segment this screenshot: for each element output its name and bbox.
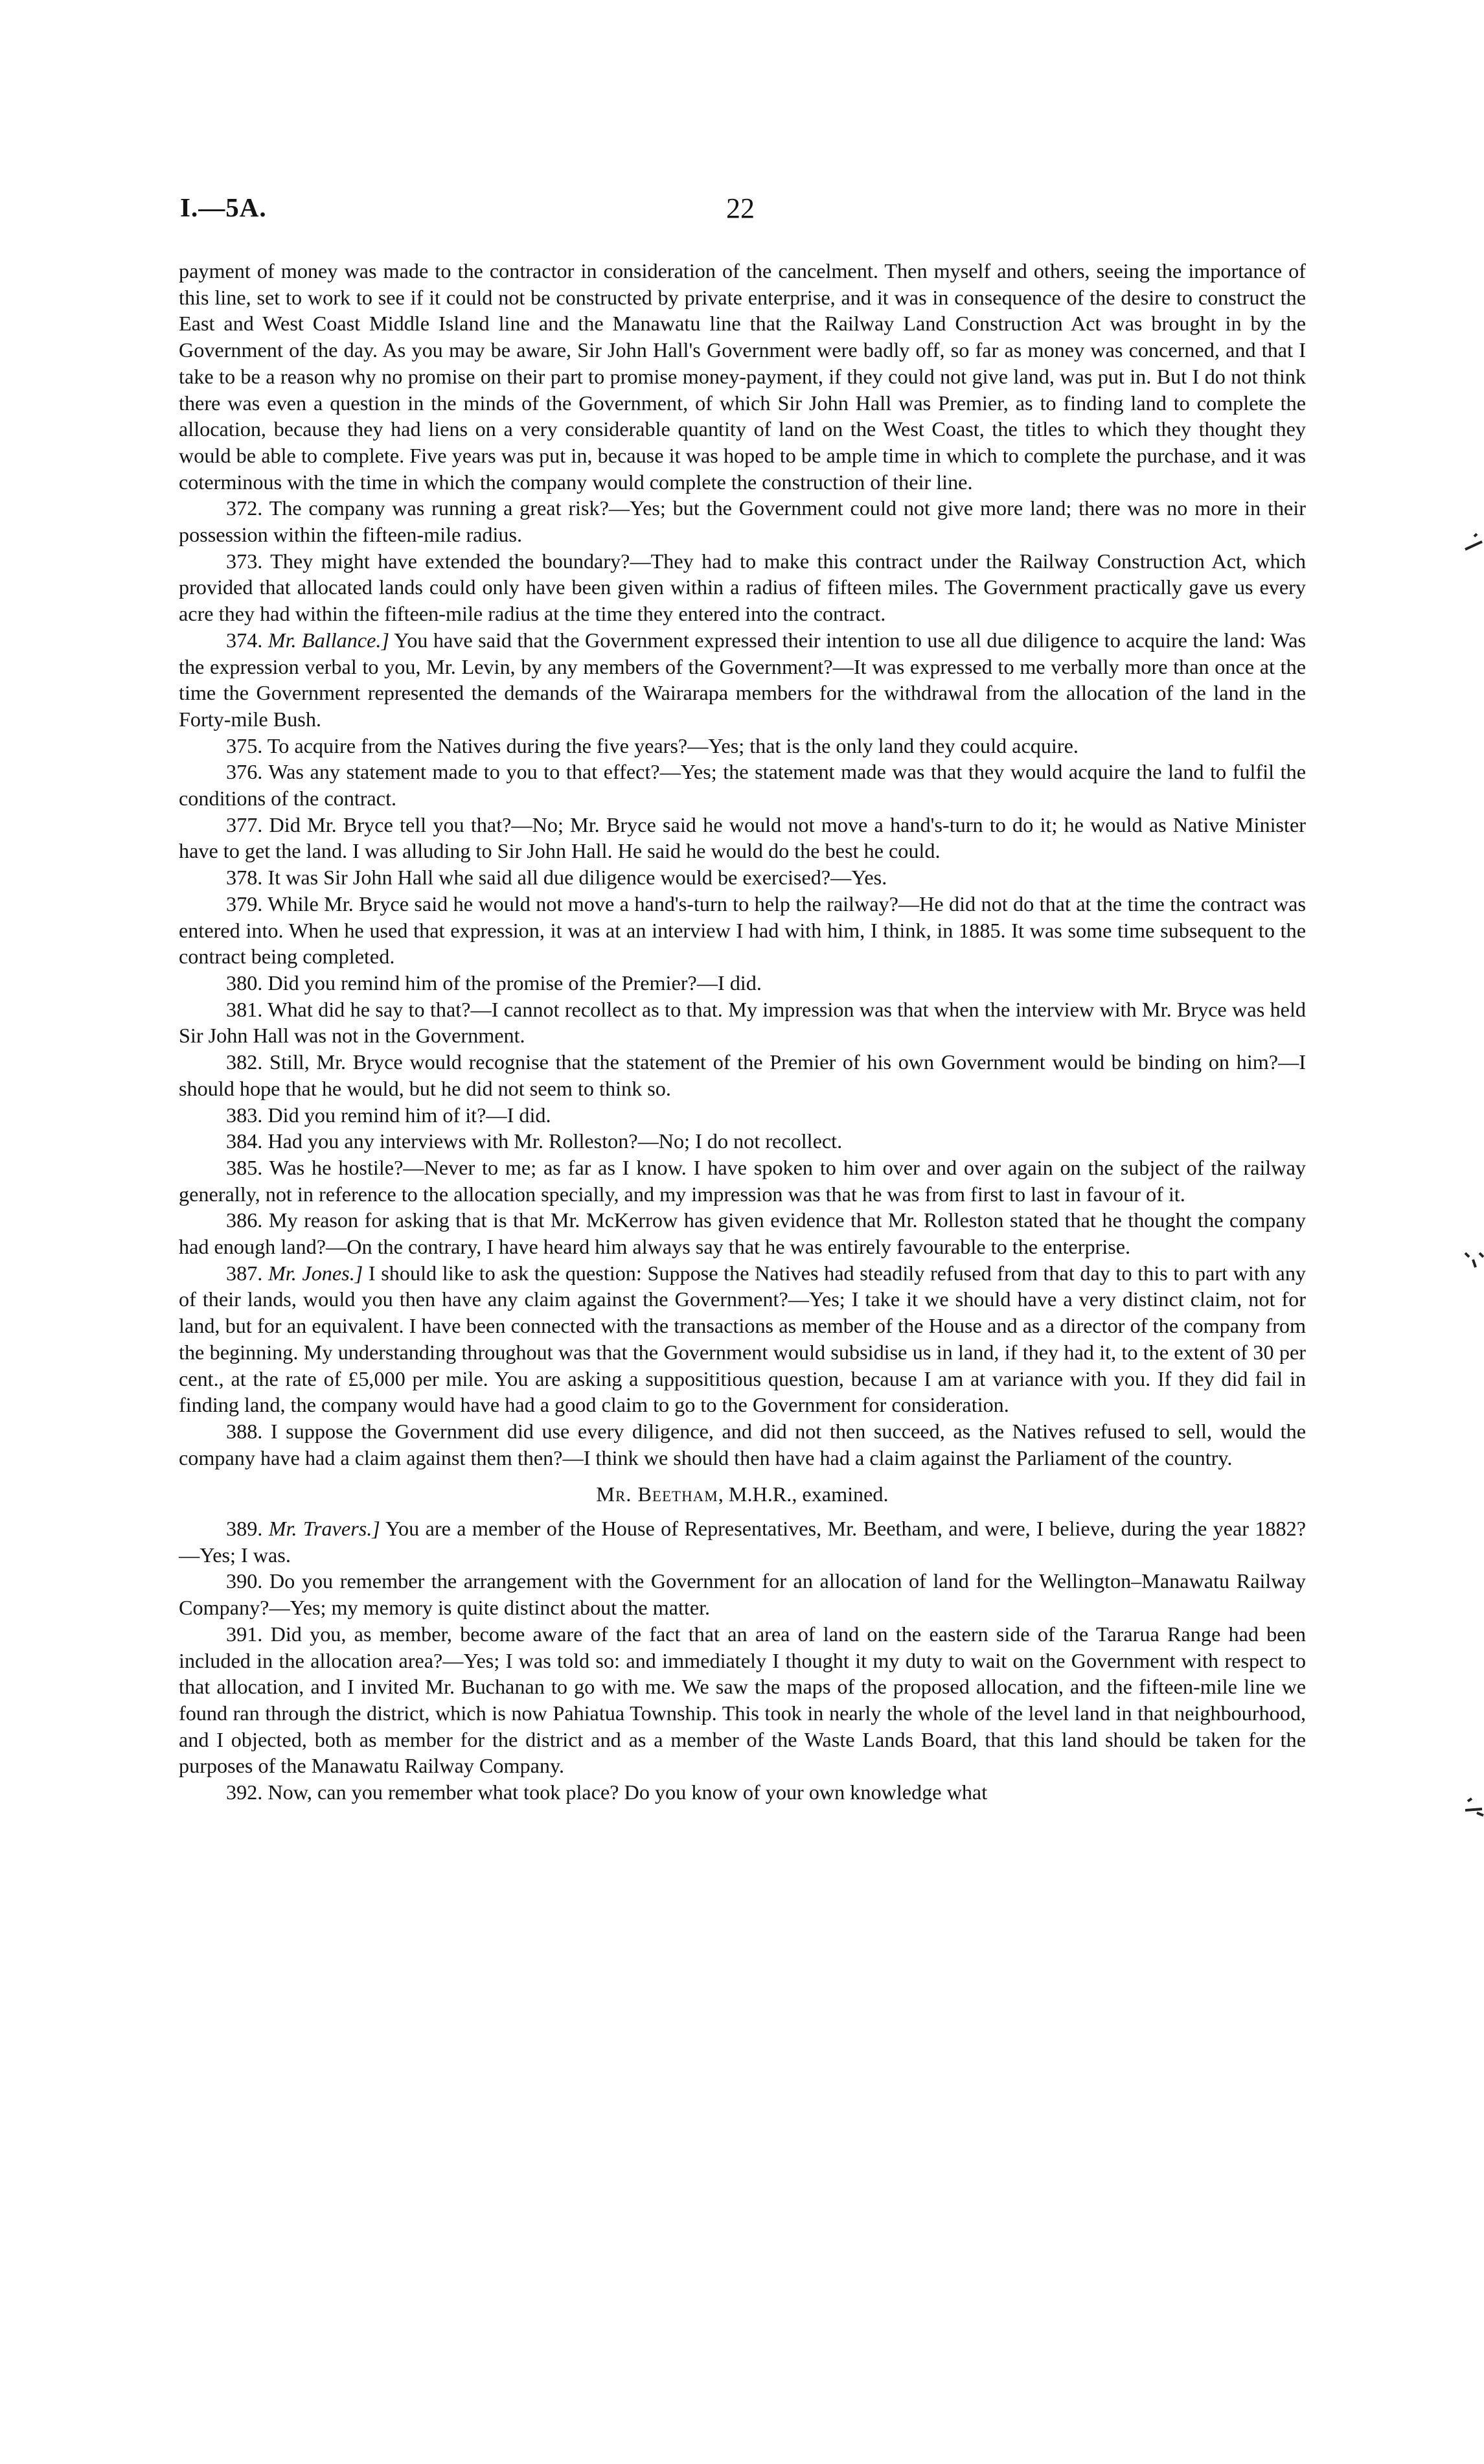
- margin-mark-icon: [1463, 1249, 1484, 1271]
- question-379: 379. While Mr. Bryce said he would not move a hand's-turn to help the railway?—He did not do that at the time the contract was entered into. When he used that expression, it was at an interview I had with him, I think, in 1885. It was some time subsequent to the contract being completed.: [179, 892, 1306, 969]
- question-392: 392. Now, can you remember what took place? Do you know of your own knowledge what: [226, 1780, 988, 1804]
- question-380: 380. Did you remind him of the promise of the Premier?—I did.: [226, 971, 762, 995]
- witness-title: , M.H.R., examined.: [718, 1482, 889, 1506]
- question-373: 373. They might have extended the boundary?—They had to make this contract under the Railway Construction Act, which provided that allocated lands could only have been given within a radius of fifteen miles. The Government practically gave us every acre they had within the fifteen-mile radius at the time they entered into the contract.: [179, 549, 1306, 626]
- speaker-label: Mr. Travers.]: [268, 1517, 380, 1541]
- question-lead: You have said that the Government expressed their intention to use all: [394, 628, 981, 652]
- question-text: due diligence to acquire the land: Was the expression verbal to you, Mr. Levin, by any members of the Government?—It was expressed to me verbally more than once at the time the Government represented the demands of the Wairarapa members for the withdrawal from the allocation of the land in the Forty-mile Bush.: [179, 628, 1307, 731]
- document-reference: I.—5A.: [180, 192, 267, 222]
- question-number: 389.: [226, 1517, 263, 1541]
- margin-mark-icon: [1463, 1796, 1484, 1818]
- question-376: 376. Was any statement made to you to that effect?—Yes; the statement made was that they would acquire the land to fulfil the conditions of the contract.: [179, 760, 1306, 811]
- question-390: 390. Do you remember the arrangement with the Government for an allocation of land for the Wellington–Manawatu Railway Company?—Yes; my memory is quite distinct about the matter.: [179, 1569, 1306, 1620]
- speaker-label: Mr. Jones.]: [268, 1261, 363, 1285]
- question-388: 388. I suppose the Government did use every diligence, and did not then succeed, as the Natives refused to sell, would the company have had a claim against them then?—I think we should then have had a claim against the Parliament of the country.: [179, 1419, 1306, 1469]
- witness-name: Mr. Beetham: [596, 1482, 718, 1506]
- question-383: 383. Did you remind him of it?—I did.: [226, 1103, 551, 1127]
- question-374: [179, 627, 1306, 733]
- margin-mark-icon: [1463, 530, 1484, 552]
- question-386: 386. My reason for asking that is that Mr. McKerrow has given evidence that Mr. Rolleston stated that he thought the company had enough land?—On the contrary, I have heard him always say that he was entirely favourable to the enterprise.: [179, 1208, 1306, 1259]
- page-body: [179, 258, 1306, 1806]
- question-391: 391. Did you, as member, become aware of the fact that an area of land on the eastern side of the Tararua Range had been included in the allocation area?—Yes; I was told so: and immediately I thought it my duty to wait on the Government with respect to that allocation, and I invited Mr. Buchanan to go with me. We saw the maps of the proposed allocation, and the fifteen-mile line we found ran through the district, which is now Pahiatua Township. This took in nearly the whole of the level land in that neighbourhood, and I objected, both as member for the district and as a member of the Waste Lands Board, that this land should be taken for the purposes of the Manawatu Railway Company.: [179, 1622, 1306, 1778]
- page-number: 22: [726, 192, 755, 224]
- paragraph-continuation: payment of money was made to the contractor in consideration of the cancelment. Then myself and others, seeing the importance of this line, set to work to see if it could not be constructed by private enterprise, and it was in consequence of the desire to construct the East and West Coast Middle Island line and the Manawatu line that the Railway Land Construction Act was brought in by the Government of the day. As you may be aware, Sir John Hall's Government were badly off, so far as money was concerned, and that I take to be a reason why no promise on their part to promise money-payment, if they could not give land, was put in. But I do not think there was even a question in the minds of the Government, of which Sir John Hall was Premier, as to finding land to complete the allocation, because they had liens on a very considerable quantity of land on the West Coast, the titles to which they thought they would be able to complete. Five years was put in, because it was hoped to be ample time in which to complete the purchase, and it was coterminous with the time in which the company would complete the construction of their line.: [179, 259, 1306, 494]
- question-387: [179, 1260, 1306, 1418]
- page-header: [180, 192, 1301, 231]
- question-381: 381. What did he say to that?—I cannot recollect as to that. My impression was that when the interview with Mr. Bryce was held Sir John Hall was not in the Government.: [179, 997, 1306, 1048]
- question-375: 375. To acquire from the Natives during the five years?—Yes; that is the only land they could acquire.: [226, 733, 1079, 757]
- question-text: You are a member of the House of Representatives, Mr. Beetham, and were, I believe, during the year 1882?—Yes; I was.: [179, 1517, 1307, 1567]
- question-384: 384. Had you any interviews with Mr. Rolleston?—No; I do not recollect.: [226, 1129, 843, 1153]
- speaker-label: Mr. Ballance.]: [268, 628, 390, 652]
- question-number: 387.: [226, 1261, 263, 1285]
- question-382: 382. Still, Mr. Bryce would recognise that the statement of the Premier of his own Government would be binding on him?—I should hope that he would, but he did not seem to think so.: [179, 1050, 1306, 1100]
- question-377: 377. Did Mr. Bryce tell you that?—No; Mr. Bryce said he would not move a hand's-turn to do it; he would as Native Minister have to get the land. I was alluding to Sir John Hall. He said he would do the best he could.: [179, 812, 1306, 863]
- question-number: 374.: [226, 628, 263, 652]
- question-378: 378. It was Sir John Hall whe said all due diligence would be exercised?—Yes.: [226, 866, 887, 890]
- question-389: [179, 1515, 1306, 1568]
- question-385: 385. Was he hostile?—Never to me; as far as I know. I have spoken to him over and over again on the subject of the railway generally, not in reference to the allocation specially, and my impression was that he was from first to last in favour of it.: [179, 1155, 1306, 1206]
- question-372: 372. The company was running a great risk?—Yes; but the Government could not give more land; there was no more in their possession within the fifteen-mile radius.: [179, 496, 1306, 547]
- question-text: I should like to ask the question: Suppose the Natives had steadily refused from that day to this to part with any of their lands, would you then have any claim against the Government?—Yes; I take it we should have a very distinct claim, not for land, but for an equivalent. I have been connected with the transactions as member of the House and as a director of the company from the beginning. My understanding throughout was that the Government would subsidise us in land, if they had it, to the extent of 30 per cent., at the rate of £5,000 per mile. You are asking a supposititious question, because I am at variance with you. If they did fail in finding land, the company would have had a good claim to go to the Government for consideration.: [179, 1261, 1307, 1417]
- section-heading: [179, 1481, 1306, 1508]
